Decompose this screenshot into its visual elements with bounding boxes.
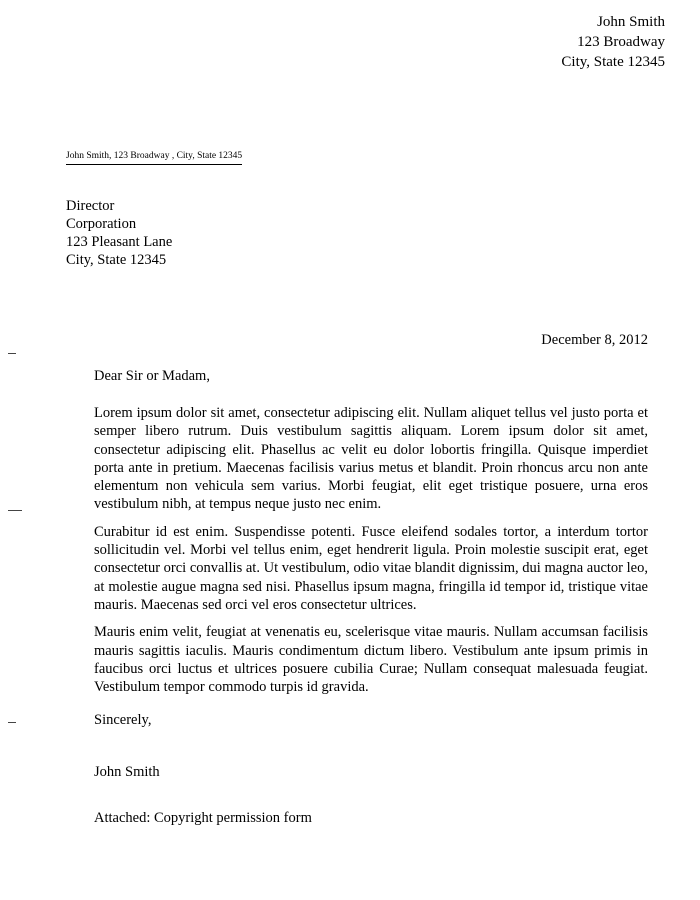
sender-address (561, 12, 665, 72)
recipient-title: Director (66, 198, 115, 214)
letter-date: December 8, 2012 (541, 332, 648, 348)
recipient-company: Corporation (66, 216, 137, 232)
fold-mark-top (8, 353, 16, 354)
body-paragraph: Mauris enim velit, feugiat at venenatis eu, scelerisque vitae mauris. Nullam accumsan facilisis mauris sagittis iaculis. Mauris condimentum dictum libero. Vestibulum ante ipsum primis in faucibus orci luctus et ultrices posuere cubilia Curae; Nullam consequat malesuada feugiat. Vestibulum tempor commodo turpis id gravida. (94, 624, 648, 696)
attachment-note: Attached: Copyright permission form (94, 810, 312, 826)
sender-name: John Smith (597, 14, 665, 30)
return-address-text: John Smith, 123 Broadway , City, State 12345 (66, 150, 242, 165)
return-address-line (66, 150, 242, 165)
fold-mark-middle (8, 510, 22, 511)
fold-mark-bottom (8, 722, 16, 723)
sender-street: 123 Broadway (577, 34, 665, 50)
body-paragraph: Curabitur id est enim. Suspendisse potenti. Fusce eleifend sodales tortor, a interdum tortor sollicitudin vel. Morbi vel tellus enim, eget hendrerit ligula. Proin molestie suscipit erat, eget consectetur orci convallis at. Ut vestibulum, odio vitae blandit dignissim, dui magna auctor leo, at molestie augue magna sed nisi. Phasellus ipsum magna, fringilla id tempor id, tristique vitae mauris. Maecenas sed orci vel eros consectetur ultrices. (94, 523, 648, 613)
closing: Sincerely, (94, 712, 152, 728)
letter-body (94, 404, 648, 705)
body-paragraph: Lorem ipsum dolor sit amet, consectetur adipiscing elit. Nullam aliquet tellus vel justo porta et semper libero rutrum. Duis vestibulum sagittis aliquam. Lorem ipsum dolor sit amet, consectetur adipiscing elit. Phasellus ac velit eu dolor lobortis fringilla. Quisque imperdiet porta ante in pretium. Maecenas facilisis varius metus et blandit. Proin rhoncus arcu non ante elementum non vehicula sem varius. Morbi feugiat, elit eget tristique posuere, urna eros vestibulum nibh, at tempus neque justo nec enim. (94, 405, 648, 513)
salutation: Dear Sir or Madam, (94, 368, 210, 384)
recipient-address (66, 197, 172, 269)
recipient-city: City, State 12345 (66, 252, 167, 268)
sender-city: City, State 12345 (561, 54, 665, 70)
signature-name: John Smith (94, 764, 160, 780)
recipient-street: 123 Pleasant Lane (66, 234, 173, 250)
